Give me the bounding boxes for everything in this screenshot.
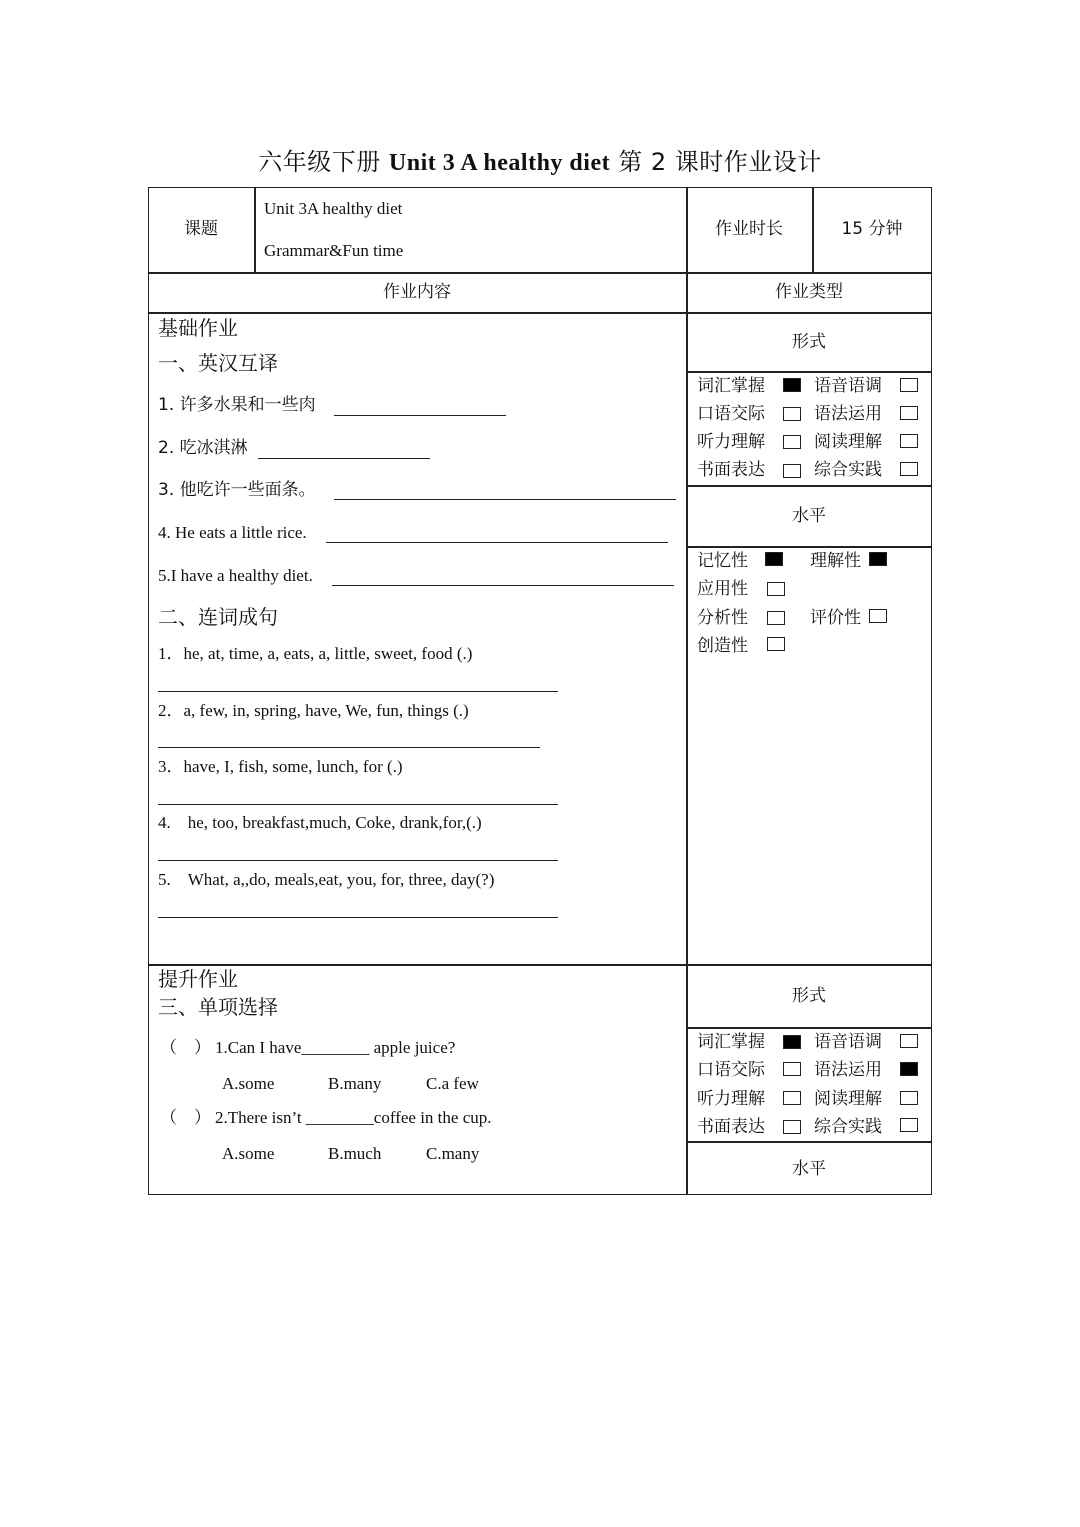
level-label: 分析性 — [697, 608, 748, 628]
q2-option-b[interactable]: B.much — [328, 1144, 382, 1163]
q2-option-a[interactable]: A.some — [222, 1144, 275, 1163]
skill-label: 书面表达 — [697, 460, 765, 480]
answer-line[interactable] — [158, 747, 540, 748]
answer-line[interactable] — [158, 917, 558, 918]
q1-option-a[interactable]: A.some — [222, 1074, 275, 1093]
answer-line[interactable] — [258, 458, 430, 459]
answer-line[interactable] — [326, 542, 668, 543]
checkbox[interactable] — [767, 637, 785, 651]
q1-stem: 1.Can I have________ apple juice? — [215, 1038, 456, 1057]
divider — [686, 1027, 932, 1029]
checkbox[interactable] — [783, 435, 801, 449]
level-label: 应用性 — [697, 579, 748, 599]
skill-label: 语法运用 — [814, 404, 882, 424]
level-label: 记忆性 — [697, 551, 748, 571]
divider — [148, 272, 932, 274]
divider — [686, 485, 932, 487]
skill-label: 综合实践 — [814, 460, 882, 480]
checkbox[interactable] — [783, 1120, 801, 1134]
basic-heading: 基础作业 — [158, 316, 238, 340]
q1-option-b[interactable]: B.many — [328, 1074, 382, 1093]
sentence-item-1: 1．he, at, time, a, eats, a, little, sweet, food (.) — [158, 644, 473, 663]
divider — [148, 312, 932, 314]
section-sentences-heading: 二、连词成句 — [158, 605, 278, 629]
divider — [686, 1141, 932, 1143]
sentence-item-5: 5. What, a,,do, meals,eat, you, for, three, day(?) — [158, 870, 495, 889]
skill-label: 阅读理解 — [814, 1089, 882, 1109]
level-label-1: 水平 — [792, 506, 826, 526]
checkbox[interactable] — [900, 1118, 918, 1132]
skill-label: 词汇掌握 — [697, 1032, 765, 1052]
skill-label: 语法运用 — [814, 1060, 882, 1080]
answer-line[interactable] — [334, 415, 506, 416]
q1-paren[interactable]: （ ） — [160, 1038, 211, 1058]
skill-label: 语音语调 — [814, 1032, 882, 1052]
duration-label: 作业时长 — [715, 219, 783, 239]
answer-line[interactable] — [158, 804, 558, 805]
duration-value: 15 分钟 — [841, 219, 903, 239]
skill-label: 词汇掌握 — [697, 376, 765, 396]
checkbox[interactable] — [869, 609, 887, 623]
form-label-2: 形式 — [792, 986, 826, 1006]
checkbox[interactable] — [767, 582, 785, 596]
translate-item-2: 2. 吃冰淇淋 — [158, 438, 248, 458]
sentence-item-3: 3．have, I, fish, some, lunch, for (.) — [158, 757, 403, 776]
checkbox[interactable] — [900, 1091, 918, 1105]
answer-line[interactable] — [332, 585, 674, 586]
advanced-heading: 提升作业 — [158, 967, 238, 991]
checkbox[interactable] — [869, 552, 887, 566]
checkbox[interactable] — [783, 1091, 801, 1105]
checkbox[interactable] — [783, 464, 801, 478]
level-label-2: 水平 — [792, 1159, 826, 1179]
checkbox[interactable] — [900, 1062, 918, 1076]
checkbox[interactable] — [900, 1034, 918, 1048]
divider — [686, 371, 932, 373]
content-label: 作业内容 — [383, 282, 451, 302]
topic-line-1: Unit 3A healthy diet — [264, 199, 403, 218]
divider — [148, 964, 932, 966]
sentence-item-4: 4. he, too, breakfast,much, Coke, drank,for,(.) — [158, 813, 482, 832]
q2-stem: 2.There isn’t ________coffee in the cup. — [215, 1108, 492, 1127]
checkbox[interactable] — [767, 611, 785, 625]
title-unit: Unit 3 A healthy diet — [388, 150, 611, 176]
checkbox[interactable] — [783, 1062, 801, 1076]
title-prefix: 六年级下册 — [258, 148, 389, 176]
answer-line[interactable] — [158, 860, 558, 861]
type-label: 作业类型 — [775, 282, 843, 302]
skill-label: 听力理解 — [697, 1089, 765, 1109]
skill-label: 书面表达 — [697, 1117, 765, 1137]
checkbox[interactable] — [900, 434, 918, 448]
level-label: 理解性 — [810, 551, 861, 571]
q2-paren[interactable]: （ ） — [160, 1108, 211, 1128]
checkbox[interactable] — [900, 378, 918, 392]
level-label: 创造性 — [697, 636, 748, 656]
skill-label: 综合实践 — [814, 1117, 882, 1137]
section-choice-heading: 三、单项选择 — [158, 995, 278, 1019]
form-label-1: 形式 — [792, 332, 826, 352]
topic-line-2: Grammar&Fun time — [264, 241, 404, 260]
page-title — [0, 142, 1080, 177]
level-label: 评价性 — [810, 608, 861, 628]
divider — [686, 546, 932, 548]
checkbox[interactable] — [765, 552, 783, 566]
skill-label: 口语交际 — [697, 404, 765, 424]
sentence-item-2: 2．a, few, in, spring, have, We, fun, things (.) — [158, 701, 469, 720]
translate-item-4: 4. He eats a little rice. — [158, 523, 307, 542]
translate-item-1: 1. 许多水果和一些肉 — [158, 395, 316, 415]
answer-line[interactable] — [334, 499, 676, 500]
checkbox[interactable] — [783, 378, 801, 392]
q1-option-c[interactable]: C.a few — [426, 1074, 479, 1093]
checkbox[interactable] — [900, 406, 918, 420]
skill-label: 阅读理解 — [814, 432, 882, 452]
answer-line[interactable] — [158, 691, 558, 692]
divider — [254, 187, 256, 273]
q2-option-c[interactable]: C.many — [426, 1144, 480, 1163]
translate-item-3: 3. 他吃许一些面条。 — [158, 480, 316, 500]
translate-item-5: 5.I have a healthy diet. — [158, 566, 313, 585]
skill-label: 听力理解 — [697, 432, 765, 452]
skill-label: 语音语调 — [814, 376, 882, 396]
topic-label: 课题 — [184, 219, 218, 239]
title-suffix: 第 2 课时作业设计 — [610, 148, 822, 176]
section-translate-heading: 一、英汉互译 — [158, 351, 278, 375]
skill-label: 口语交际 — [697, 1060, 765, 1080]
checkbox[interactable] — [783, 407, 801, 421]
checkbox[interactable] — [900, 462, 918, 476]
checkbox[interactable] — [783, 1035, 801, 1049]
